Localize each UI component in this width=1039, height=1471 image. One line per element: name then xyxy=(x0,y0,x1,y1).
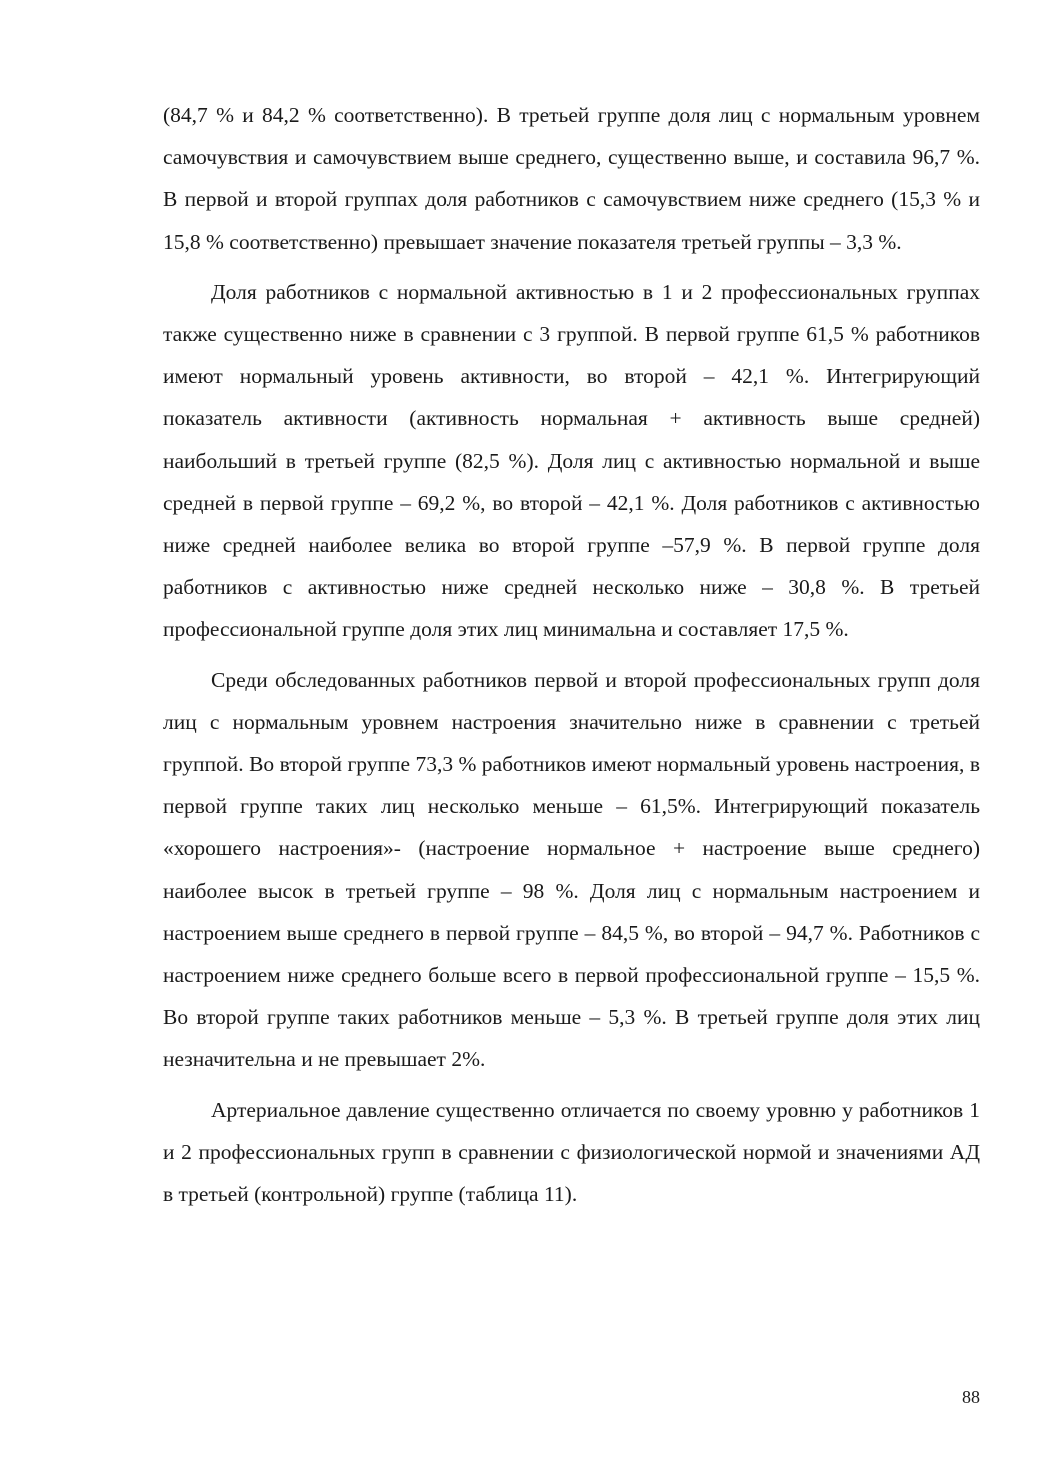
paragraph-blood-pressure: Артериальное давление существенно отличается по своему уровню у работников 1 и 2 профессиональных групп в сравнении с физиологической нормой и значениями АД в третьей (контрольной) группе (таблица 11). xyxy=(163,1097,980,1207)
paragraph-continuation: (84,7 % и 84,2 % соответственно). В третьей группе доля лиц с нормальным уровнем самочувствия и самочувствием выше среднего, существенно выше, и составила 96,7 %. В первой и второй группах доля работников с самочувствием ниже среднего (15,3 % и 15,8 % соответственно) превышает значение показателя третьей группы – 3,3 %. xyxy=(163,103,980,254)
paragraph-activity: Доля работников с нормальной активностью в 1 и 2 профессиональных группах также существенно ниже в сравнении с 3 группой. В первой группе 61,5 % работников имеют нормальный уровень активности, во второй – 42,1 %. Интегрирующий показатель активности (активность нормальная + активность выше средней) наибольший в третьей группе (82,5 %). Доля лиц с активностью нормальной и выше средней в первой группе – 69,2 %, во второй – 42,1 %. Доля работников с активностью ниже средней наиболее велика во второй группе –57,9 %. В первой группе доля работников с активностью ниже средней несколько ниже – 30,8 %. В третьей профессиональной группе доля этих лиц минимальна и составляет 17,5 %. xyxy=(163,279,980,642)
document-body xyxy=(163,94,980,1223)
page-number: 88 xyxy=(962,1387,980,1407)
paragraph-mood: Среди обследованных работников первой и второй профессиональных групп доля лиц с нормальным уровнем настроения значительно ниже в сравнении с третьей группой. Во второй группе 73,3 % работников имеют нормальный уровень настроения, в первой группе таких лиц несколько меньше – 61,5%. Интегрирующий показатель «хорошего настроения»- (настроение нормальное + настроение выше среднего) наиболее высок в третьей группе – 98 %. Доля лиц с нормальным настроением и настроением выше среднего в первой группе – 84,5 %, во второй – 94,7 %. Работников с настроением ниже среднего больше всего в первой профессиональной группе – 15,5 %. Во второй группе таких работников меньше – 5,3 %. В третьей группе доля этих лиц незначительна и не превышает 2%. xyxy=(163,667,980,1072)
